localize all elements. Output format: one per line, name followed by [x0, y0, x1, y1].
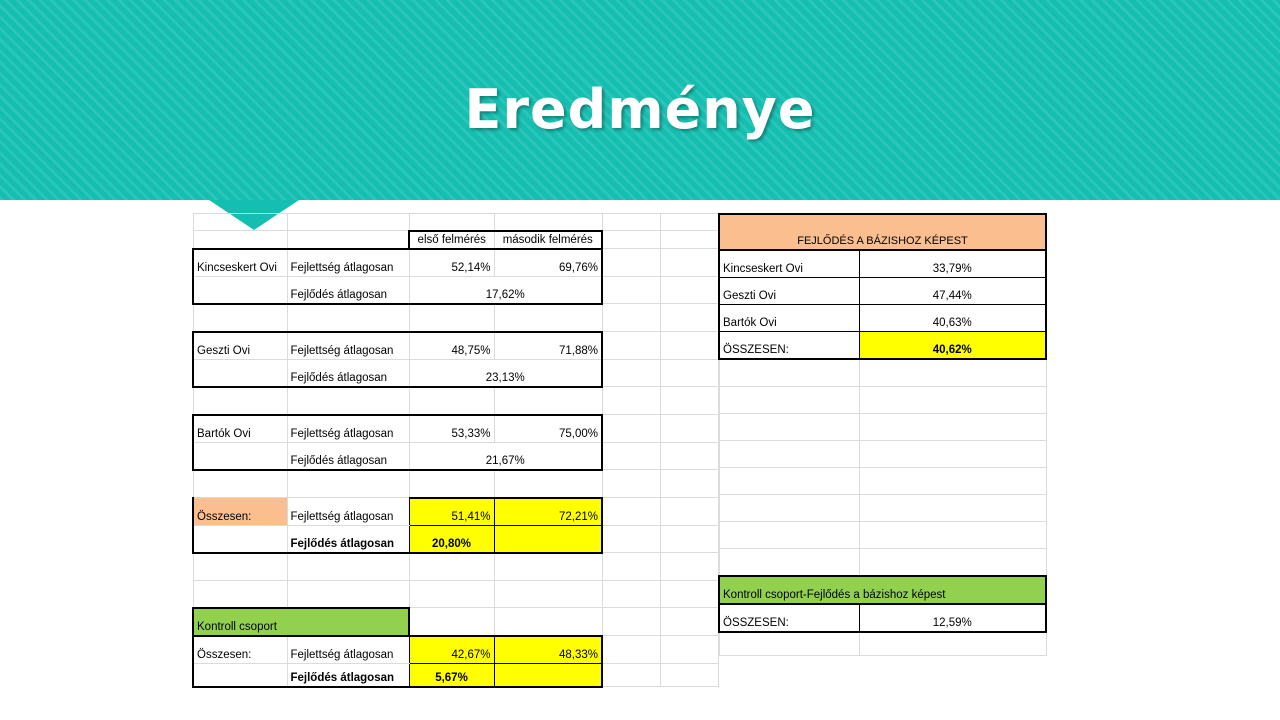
first-value: 48,75% [409, 332, 494, 360]
prog-value: 17,62% [409, 276, 602, 304]
table-row [193, 553, 718, 581]
table-row [719, 576, 1046, 604]
prog-label: Fejlődés átlagosan [287, 276, 409, 304]
prog-value: 21,67% [409, 442, 602, 470]
second-value: 71,88% [494, 332, 602, 360]
page-title: Eredménye [464, 78, 816, 141]
control-baseline-value: 12,59% [859, 604, 1046, 632]
table-row [719, 305, 1046, 332]
col-header-first: első felmérés [409, 231, 494, 249]
second-value: 69,76% [494, 249, 602, 277]
dev-label: Fejlettség átlagosan [287, 415, 409, 443]
table-row [193, 415, 718, 443]
control-second: 48,33% [494, 636, 602, 664]
group-name: Kincseskert Ovi [193, 249, 287, 277]
table-row [193, 498, 718, 526]
control-prog: 5,67% [409, 663, 494, 687]
table-row [719, 250, 1046, 278]
table-row [719, 332, 1046, 360]
table-row [719, 414, 1046, 441]
prog-label: Fejlődés átlagosan [287, 442, 409, 470]
control-name: Összesen: [193, 636, 287, 664]
table-row [719, 441, 1046, 468]
table-row [719, 604, 1046, 632]
total-first: 51,41% [409, 498, 494, 526]
total-prog: 20,80% [409, 525, 494, 553]
total-name: Összesen: [193, 498, 287, 526]
dev-label: Fejlettség átlagosan [287, 636, 409, 664]
table-row [719, 495, 1046, 522]
table-row [193, 580, 718, 608]
table-row [193, 387, 718, 415]
prog-value: 23,13% [409, 359, 602, 387]
table-row [193, 663, 718, 687]
table-row [193, 470, 718, 498]
table-row [193, 249, 718, 277]
table-row [193, 231, 718, 249]
baseline-name: Kincseskert Ovi [719, 250, 859, 278]
baseline-name: Bartók Ovi [719, 305, 859, 332]
control-baseline-header: Kontroll csoport-Fejlődés a bázishoz képest [719, 576, 1046, 604]
baseline-table [718, 213, 1047, 656]
table-row [719, 632, 1046, 656]
dev-label: Fejlettség átlagosan [287, 498, 409, 526]
group-name: Bartók Ovi [193, 415, 287, 443]
table-row [719, 214, 1046, 250]
total-second: 72,21% [494, 498, 602, 526]
baseline-value: 47,44% [859, 278, 1046, 305]
table-row [719, 549, 1046, 577]
table-row [719, 278, 1046, 305]
table-row [193, 214, 718, 231]
table-row [193, 442, 718, 470]
baseline-total-label: ÖSSZESEN: [719, 332, 859, 360]
baseline-value: 33,79% [859, 250, 1046, 278]
baseline-header: FEJLŐDÉS A BÁZISHOZ KÉPEST [719, 214, 1046, 250]
table-row [193, 359, 718, 387]
group-name: Geszti Ovi [193, 332, 287, 360]
baseline-name: Geszti Ovi [719, 278, 859, 305]
table-row [193, 304, 718, 332]
table-row [719, 387, 1046, 414]
second-value: 75,00% [494, 415, 602, 443]
table-row [719, 522, 1046, 549]
table-row [193, 332, 718, 360]
control-baseline-label: ÖSSZESEN: [719, 604, 859, 632]
dev-label: Fejlettség átlagosan [287, 249, 409, 277]
dev-label: Fejlettség átlagosan [287, 332, 409, 360]
prog-label: Fejlődés átlagosan [287, 663, 409, 687]
baseline-value: 40,63% [859, 305, 1046, 332]
table-row [193, 276, 718, 304]
results-table [192, 213, 719, 688]
control-first: 42,67% [409, 636, 494, 664]
table-row [193, 636, 718, 664]
first-value: 52,14% [409, 249, 494, 277]
baseline-total-value: 40,62% [859, 332, 1046, 360]
table-row [719, 468, 1046, 495]
control-header: Kontroll csoport [193, 608, 409, 636]
first-value: 53,33% [409, 415, 494, 443]
table-row [193, 608, 718, 636]
col-header-second: második felmérés [494, 231, 602, 249]
table-row [719, 359, 1046, 387]
table-row [193, 525, 718, 553]
prog-label: Fejlődés átlagosan [287, 525, 409, 553]
prog-label: Fejlődés átlagosan [287, 359, 409, 387]
